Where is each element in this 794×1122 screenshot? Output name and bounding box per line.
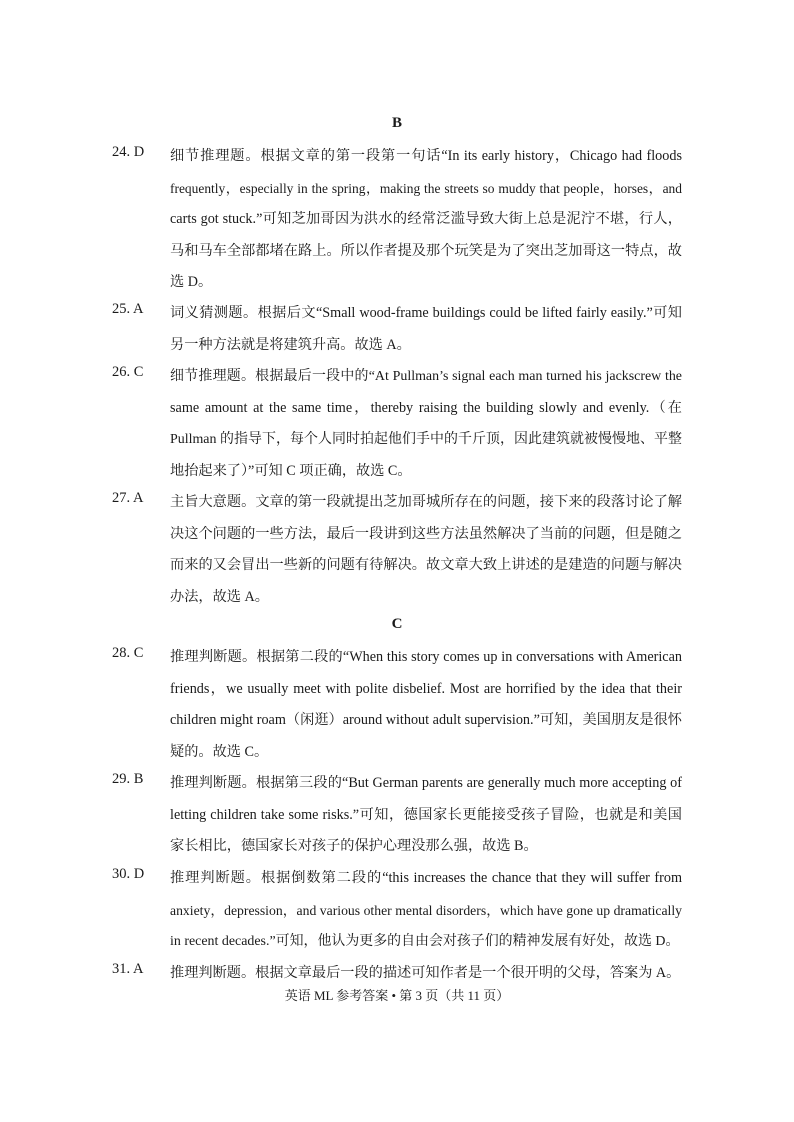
explanation-line: 推理判断题。根据第二段的“When this story comes up in conversations with American xyxy=(170,649,682,665)
answer-explanation xyxy=(170,141,682,299)
explanation-line: friends，we usually meet with polite disbelief. Most are horrified by the idea that their xyxy=(170,680,682,697)
answer-explanation xyxy=(170,642,682,768)
answer-number: 26. C xyxy=(112,364,144,380)
answer-number: 27. A xyxy=(112,490,144,506)
explanation-line: 家长相比，德国家长对孩子的保护心理没那么强，故选 B。 xyxy=(170,838,538,854)
section-heading-c: C xyxy=(391,616,403,632)
answer-number: 31. A xyxy=(112,961,144,977)
answer-number: 29. B xyxy=(112,771,144,787)
answer-number: 25. A xyxy=(112,301,144,317)
answer-explanation xyxy=(170,487,682,613)
explanation-line: 马和马车全部都堵在路上。所以作者提及那个玩笑是为了突出芝加哥这一特点，故 xyxy=(170,242,682,259)
explanation-line: carts got stuck.”可知芝加哥因为洪水的经常泛滥导致大街上总是泥泞不堪，行人， xyxy=(170,211,682,227)
explanation-line: 疑的。故选 C。 xyxy=(170,743,269,760)
explanation-line: frequently，especially in the spring，making the streets so muddy that people，horses，and xyxy=(170,180,682,196)
answer-number: 24. D xyxy=(112,144,145,160)
answer-explanation xyxy=(170,958,682,990)
explanation-line: 推理判断题。根据倒数第二段的“this increases the chance that they will suffer from xyxy=(170,870,682,886)
explanation-line: letting children take some risks.”可知，德国家长更能接受孩子冒险，也就是和美国 xyxy=(170,806,682,823)
explanation-line: children might roam（闲逛）around without adult supervision.”可知，美国朋友是很怀 xyxy=(170,712,682,728)
explanation-line: 主旨大意题。文章的第一段就提出芝加哥城所存在的问题，接下来的段落讨论了解 xyxy=(170,494,682,510)
explanation-line: 细节推理题。根据文章的第一段第一句话“In its early history，Chicago had floods xyxy=(170,148,682,164)
explanation-line: 选 D。 xyxy=(170,274,213,290)
explanation-line: same amount at the same time，thereby raising the building slowly and evenly.（在 xyxy=(170,399,682,416)
section-heading-b: B xyxy=(391,115,402,131)
explanation-line: 办法，故选 A。 xyxy=(170,588,269,605)
explanation-line: Pullman 的指导下，每个人同时拍起他们手中的千斤顶，因此建筑就被慢慢地、平整 xyxy=(170,432,682,447)
explanation-line: 细节推理题。根据最后一段中的“At Pullman’s signal each man turned his jackscrew the xyxy=(170,369,682,384)
answer-explanation xyxy=(170,863,682,958)
explanation-line: anxiety，depression，and various other mental disorders，which have gone up dramatically xyxy=(170,902,682,918)
answer-explanation xyxy=(170,361,682,487)
explanation-line: 另一种方法就是将建筑升高。故选 A。 xyxy=(170,336,411,353)
explanation-line: 地抬起来了）”可知 C 项正确，故选 C。 xyxy=(170,462,412,479)
page-footer: 英语 ML 参考答案 • 第 3 页（共 11 页） xyxy=(284,988,510,1003)
answer-explanation xyxy=(170,298,682,361)
explanation-line: in recent decades.”可知，他认为更多的自由会对孩子们的精神发展有好处，故选 D。 xyxy=(170,934,680,949)
explanation-line: 词义猜测题。根据后文“Small wood-frame buildings could be lifted fairly easily.”可知 xyxy=(170,305,682,321)
answer-explanation xyxy=(170,768,682,863)
explanation-line: 推理判断题。根据第三段的“But German parents are generally much more accepting of xyxy=(170,775,682,791)
explanation-line: 推理判断题。根据文章最后一段的描述可知作者是一个很开明的父母，答案为 A。 xyxy=(170,965,681,981)
answer-number: 30. D xyxy=(112,866,145,882)
explanation-line: 而来的又会冒出一些新的问题有待解决。故文章大致上讲述的是建造的问题与解决 xyxy=(170,557,682,573)
explanation-line: 决这个问题的一些方法，最后一段讲到这些方法虽然解决了当前的问题，但是随之 xyxy=(170,525,682,542)
answer-number: 28. C xyxy=(112,645,144,661)
